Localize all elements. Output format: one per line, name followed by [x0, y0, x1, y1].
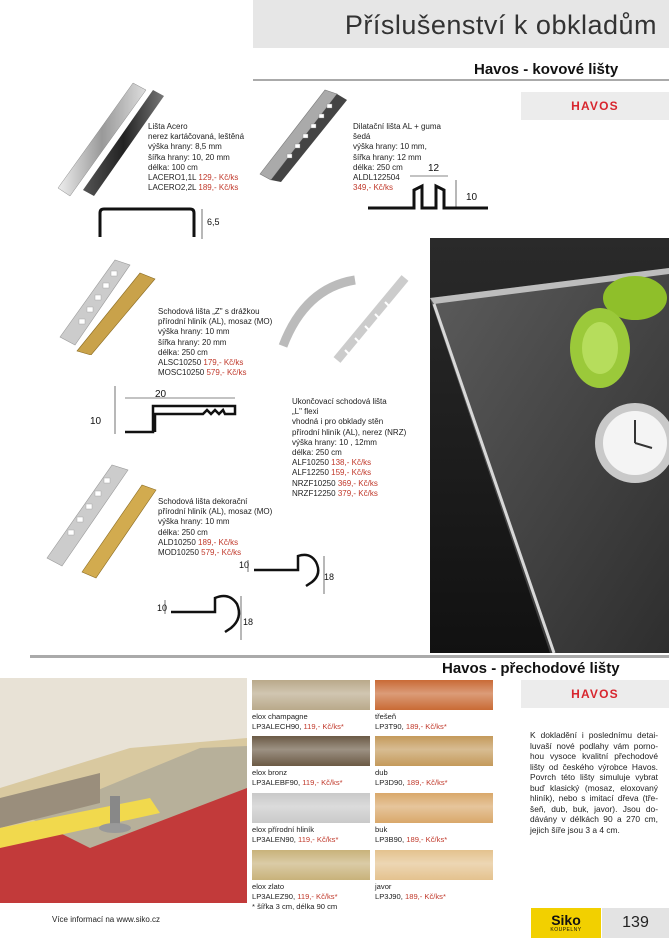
- page-number-box: [602, 908, 669, 938]
- dim-acero-height: 6,5: [207, 217, 220, 227]
- transition-strip-photo: [0, 678, 247, 903]
- schodova-z-spec: Schodová lišta „Z" s drážkou přírodní hliník (AL), mosaz (MO) výška hrany: 10 mm šířka hrany: 20 mm délka: 250 cm ALSC10250 179,- Kč/ks MOSC10250 579,- Kč/ks: [158, 307, 273, 378]
- dekoracni-spec: Schodová lišta dekorační přírodní hliník (AL), mosaz (MO) výška hrany: 10 mm délka: 250 cm ALD10250 189,- Kč/ks MOD10250 579,- Kč/ks: [158, 497, 273, 558]
- schodova-z-profile-drawing: [85, 382, 265, 442]
- dim-ukoncovaci-depth: 18: [324, 572, 335, 582]
- bathroom-photo: [430, 238, 669, 653]
- dim-ukoncovaci-height: 10: [239, 560, 250, 570]
- dim-dilatacni-height: 10: [466, 192, 478, 203]
- dilatacni-spec: Dilatační lišta AL + guma šedá výška hrany: 10 mm, šířka hrany: 12 mm délka: 250 cm ALDL122504 349,- Kč/ks: [353, 122, 441, 193]
- swatch-buk: [375, 793, 493, 823]
- swatch-caption: elox zlato LP3ALEZ90, 119,- Kč/ks*: [252, 882, 338, 901]
- page-title: Příslušenství k obkladům: [344, 10, 657, 40]
- dim-dilatacni-width: 12: [428, 163, 440, 174]
- section-rule-metal: [253, 79, 669, 81]
- swatch-dub: [375, 736, 493, 766]
- acero-profile-drawing: [92, 205, 222, 243]
- swatch-elox-bronz: [252, 736, 370, 766]
- havos-logo: HAVOS: [521, 92, 669, 120]
- swatch-caption: elox champagne LP3ALECH90, 119,- Kč/ks*: [252, 712, 344, 731]
- ukoncovaci-spec: Ukončovací schodová lišta „L" flexi vhodná i pro obklady stěn přírodní hliník (AL), nerez (NRZ) výška hrany: 10 , 12mm délka: 250 cm ALF10250 138,- Kč/ks ALF12250 159,- Kč/ks NRZF10250 369,- Kč/ks NRZF12250 379,- Kč/ks: [292, 397, 407, 498]
- section-heading-transition: Havos - přechodové lišty: [442, 660, 620, 677]
- dim-schodova-z-height: 10: [90, 416, 102, 427]
- ukoncovaci-profile-image: [275, 268, 415, 368]
- swatch-elox-champagne: [252, 680, 370, 710]
- dekoracni-profile-drawing: [157, 588, 257, 648]
- swatch-caption: třešeň LP3T90, 189,- Kč/ks*: [375, 712, 447, 731]
- acero-spec: Lišta Acero nerez kartáčovaná, leštěná výška hrany: 8,5 mm šířka hrany: 10, 20 mm délka: 100 cm LACERO1,1L 129,- Kč/ks LACERO2,2L 189,- Kč/ks: [148, 122, 245, 193]
- section-rule-transition: [30, 655, 669, 658]
- dim-dekoracni-depth: 18: [243, 617, 254, 627]
- swatch-caption: dub LP3D90, 189,- Kč/ks*: [375, 768, 448, 787]
- dekoracni-profile-image: [42, 460, 162, 580]
- swatch-caption: javor LP3J90, 189,- Kč/ks*: [375, 882, 446, 901]
- transition-description: K dokladění i poslednímu detai-luvaší nové podlahy vám porno-hou vysoce kvalitní přechodové lišty od českého výrobce Havos. Povrch této lišty simuluje vybrat buď klasický (mosaz, eloxovaný hliník), nebo s imitací dřeva (tře-šeň, dub, buk, javor). Jsou do-dávány v délkách 90 a 270 cm, jejich šíře jsou 3 a 4 cm.: [530, 730, 658, 835]
- section-heading-metal: Havos - kovové lišty: [474, 61, 619, 78]
- siko-logo: Siko KOUPELNY: [531, 908, 601, 938]
- swatch-elox-prirodni-hlinik: [252, 793, 370, 823]
- havos-logo-transition: HAVOS: [521, 680, 669, 708]
- page-number: 139: [622, 914, 649, 931]
- swatch-javor: [375, 850, 493, 880]
- schodova-z-profile-image: [55, 255, 165, 355]
- swatch-caption: elox bronz LP3ALEBF90, 119,- Kč/ks*: [252, 768, 343, 787]
- dilatacni-profile-image: [255, 82, 355, 182]
- dim-schodova-z-width: 20: [155, 389, 167, 400]
- swatch-caption: buk LP3B90, 189,- Kč/ks*: [375, 825, 448, 844]
- swatch-caption: elox přírodní hliník LP3ALEN90, 119,- Kč/ks*: [252, 825, 339, 844]
- footer-url: Více informací na www.siko.cz: [52, 915, 161, 924]
- swatch-elox-zlato: [252, 850, 370, 880]
- swatch-footnote: * šířka 3 cm, délka 90 cm: [252, 902, 338, 911]
- swatch-tresen: [375, 680, 493, 710]
- dim-dekoracni-height: 10: [157, 603, 168, 613]
